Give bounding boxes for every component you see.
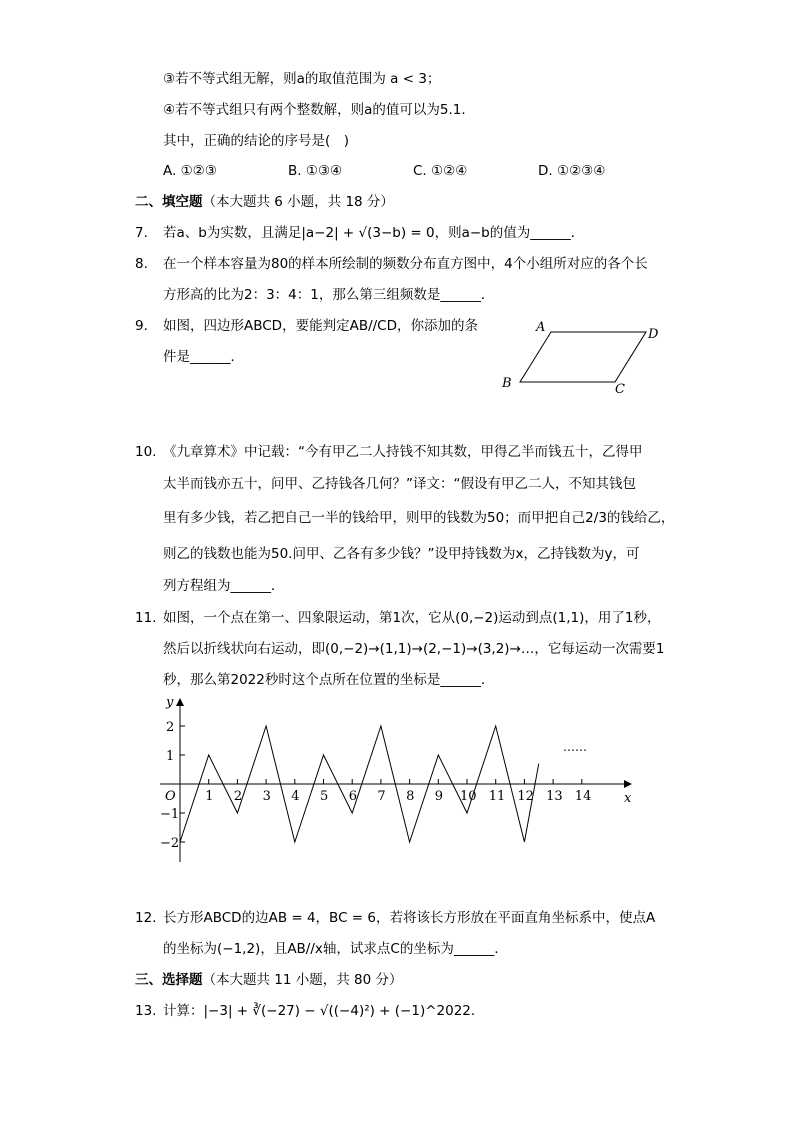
q10-line4: 则乙的钱数也能为50.问甲、乙各有多少钱？”设甲持钱数为x，乙持钱数为y，可 (163, 546, 640, 562)
vertex-d-label: D (648, 327, 659, 342)
parallelogram-figure (498, 318, 668, 398)
y-axis-label: y (166, 695, 174, 710)
x-tick-label: 11 (488, 789, 506, 804)
x-tick-label: 10 (460, 789, 477, 804)
q12-number: 12. (135, 910, 157, 926)
section-3-title: 三、选择题 (135, 972, 203, 988)
q11-line1: 如图，一个点在第一、四象限运动，第1次，它从(0,−2)运动到点(1,1)，用了1秒， (163, 610, 661, 626)
x-tick-label: 9 (434, 789, 444, 804)
section-2-title: 二、填空题 (135, 194, 203, 210)
section-3-header (135, 971, 403, 989)
option-b[interactable]: B. ①③④ (288, 163, 343, 179)
zigzag-chart (150, 690, 640, 870)
q7-number: 7. (135, 225, 148, 241)
q11-line3: 秒，那么第2022秒时这个点所在位置的坐标是______． (163, 672, 495, 688)
x-tick-label: 13 (546, 789, 563, 804)
q10-line3: 里有多少钱，若乙把自己一半的钱给甲，则甲的钱数为50；而甲把自己2/3的钱给乙， (163, 510, 675, 526)
q13-text: 计算：|−3| + ∛(−27) − √((−4)²) + (−1)^2022． (163, 1003, 485, 1019)
x-axis-arrow (624, 780, 632, 788)
q9-line2: 件是______． (163, 349, 244, 365)
vertex-a-label: A (536, 320, 546, 335)
x-tick-label: 1 (205, 789, 214, 804)
option-d[interactable]: D. ①②③④ (538, 163, 606, 179)
vertex-c-label: C (615, 382, 625, 397)
x-tick-label: 7 (377, 789, 386, 804)
q10-line5: 列方程组为______． (163, 578, 285, 594)
q8-line1: 在一个样本容量为80的样本所绘制的频数分布直方图中，4个小组所对应的各个长 (163, 256, 648, 272)
section-2-header (135, 193, 394, 211)
option-a[interactable]: A. ①②③ (163, 163, 217, 179)
q10-line2: 太半而钱亦五十，问甲、乙持钱各几何？”译文：“假设有甲乙二人，不知其钱包 (163, 476, 636, 492)
y-axis-arrow (176, 698, 184, 706)
q9-number: 9. (135, 318, 148, 334)
parallelogram-abcd (520, 332, 646, 382)
question-prompt: 其中，正确的结论的序号是( ) (163, 133, 350, 149)
q12-line1: 长方形ABCD的边AB = 4，BC = 6，若将该长方形放在平面直角坐标系中，使点A (163, 910, 656, 926)
q13-number: 13. (135, 1003, 157, 1019)
y-tick-label: 1 (166, 749, 175, 764)
x-tick-label: 6 (348, 789, 357, 804)
y-tick-label: −2 (160, 836, 180, 851)
x-tick-label: 4 (291, 789, 300, 804)
q7-text: 若a、b为实数，且满足|a−2| + √(3−b) = 0，则a−b的值为______． (163, 225, 585, 241)
q8-number: 8. (135, 256, 148, 272)
ellipsis-label: …… (563, 740, 587, 754)
x-tick-label: 12 (517, 789, 534, 804)
q10-number: 10. (135, 444, 157, 460)
x-tick-label: 8 (406, 789, 415, 804)
x-tick-label: 3 (262, 789, 271, 804)
statement-3: ③若不等式组无解，则a的取值范围为 a < 3； (163, 71, 441, 87)
q12-line2: 的坐标为(−1,2)，且AB//x轴，试求点C的坐标为______． (163, 941, 508, 957)
origin-label: O (165, 789, 176, 804)
x-axis-label: x (624, 791, 632, 806)
option-c[interactable]: C. ①②④ (413, 163, 468, 179)
x-tick-label: 2 (233, 789, 243, 804)
x-tick-label: 14 (574, 789, 592, 804)
q11-line2: 然后以折线状向右运动，即(0,−2)→(1,1)→(2,−1)→(3,2)→…，它每运动一次需要1 (163, 641, 665, 657)
vertex-b-label: B (502, 376, 512, 391)
statement-4: ④若不等式组只有两个整数解，则a的值可以为5.1． (163, 102, 475, 118)
section-3-meta: （本大题共 11 小题，共 80 分） (202, 972, 403, 988)
q11-number: 11. (135, 610, 157, 626)
q10-line1: 《九章算术》中记载：“今有甲乙二人持钱不知其数，甲得乙半而钱五十，乙得甲 (163, 444, 643, 460)
x-tick-label: 5 (320, 789, 329, 804)
y-tick-label: 2 (166, 720, 175, 735)
section-2-meta: （本大题共 6 小题，共 18 分） (202, 194, 394, 210)
q9-line1: 如图，四边形ABCD，要能判定AB//CD，你添加的条 (163, 318, 478, 334)
y-tick-label: −1 (160, 807, 180, 822)
q8-line2: 方形高的比为2：3：4：1，那么第三组频数是______． (163, 287, 495, 303)
